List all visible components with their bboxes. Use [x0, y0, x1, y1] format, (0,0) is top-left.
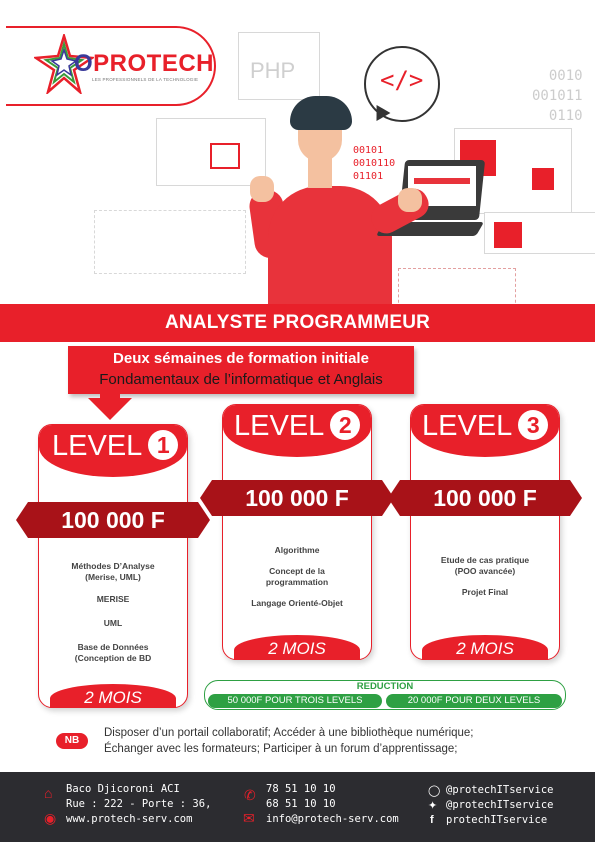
price-ribbon-end	[388, 480, 400, 516]
reduction-title: REDUCTION	[356, 681, 414, 692]
binary-gray-text	[532, 66, 583, 126]
binary-red-line: 01101	[353, 171, 384, 182]
course-item: Langage Orienté-Objet	[251, 598, 343, 608]
duration: 2 MOIS	[456, 639, 514, 658]
level-number: 1	[148, 430, 178, 460]
phone-icon: ✆	[244, 787, 256, 803]
level-number: 3	[518, 410, 548, 440]
globe-icon: ◉	[44, 810, 57, 826]
arrow-down-icon	[88, 398, 132, 420]
binary-red-line: 0010110	[353, 158, 396, 169]
price: 100 000 F	[245, 485, 349, 511]
price-ribbon-end	[200, 480, 212, 516]
instagram-handle[interactable]: @protechITservice	[446, 784, 554, 796]
binary-gray-line: 001011	[532, 88, 583, 104]
person-neck	[308, 158, 332, 188]
binary-red-line: 00101	[353, 145, 384, 156]
course-item: Algorithme	[274, 545, 320, 555]
price: 100 000 F	[433, 485, 537, 511]
binary-gray-line: 0010	[548, 68, 583, 84]
course-item: Projet Final	[461, 587, 509, 597]
mail-icon: ✉	[243, 810, 255, 826]
wireframe-box	[398, 268, 516, 308]
facebook-icon: f	[430, 814, 434, 826]
person-hair	[290, 96, 352, 130]
twitter-icon: ✦	[428, 800, 438, 812]
level-label: LEVEL	[52, 430, 143, 462]
course-list	[418, 555, 552, 598]
course-item: UML	[103, 618, 123, 628]
price-band	[28, 502, 198, 538]
level-label: LEVEL	[422, 410, 513, 442]
person-hand	[250, 176, 274, 202]
reduction-offer: 50 000F POUR TROIS LEVELS	[208, 694, 382, 708]
duration: 2 MOIS	[268, 639, 326, 658]
nb-badge: NB	[56, 733, 88, 749]
address-line-2: Rue : 222 - Porte : 36,	[66, 798, 212, 810]
laptop-screen-bar	[414, 178, 470, 184]
price-band	[212, 480, 382, 516]
price-ribbon-end	[16, 502, 28, 538]
nb-text	[104, 725, 564, 757]
course-item: Etude de cas pratique (POO avancée)	[440, 555, 530, 576]
twitter-handle[interactable]: @protechITservice	[446, 799, 554, 811]
window-panel-block	[494, 222, 522, 248]
course-item: Concept de la programmation	[265, 566, 329, 587]
price-ribbon-end	[570, 480, 582, 516]
person-body	[268, 186, 392, 306]
course-item: Méthodes D’Analyse (Merise, UML)	[71, 561, 155, 582]
course-list	[230, 545, 364, 609]
duration-badge	[50, 684, 176, 708]
website-link[interactable]: www.protech-serv.com	[66, 813, 193, 825]
level-title	[422, 410, 548, 443]
level-number: 2	[330, 410, 360, 440]
reduction-offer: 20 000F POUR DEUX LEVELS	[386, 694, 562, 708]
price-band	[400, 480, 570, 516]
logo-wordmark	[74, 50, 214, 78]
code-icon: </>	[380, 66, 424, 94]
level-title	[234, 410, 360, 443]
wireframe-box	[94, 210, 246, 274]
home-icon: ⌂	[44, 785, 53, 801]
logo-o: O	[74, 50, 94, 77]
instagram-icon: ◯	[428, 785, 441, 797]
facebook-handle[interactable]: protechITservice	[446, 814, 548, 826]
address-line-1: Baco Djicoroni ACI	[66, 783, 180, 795]
banner-line-1: Deux sémaines de formation initiale	[113, 350, 369, 367]
phone-number[interactable]: 68 51 10 10	[266, 798, 336, 810]
person-hand	[398, 188, 422, 212]
course-item: Base de Données (Conception de BD	[74, 642, 152, 663]
php-label: PHP	[250, 58, 296, 83]
image-icon	[210, 143, 240, 169]
email-link[interactable]: info@protech-serv.com	[266, 813, 399, 825]
binary-gray-line: 0110	[548, 108, 583, 124]
duration-badge	[234, 635, 360, 660]
course-item: MERISE	[96, 594, 130, 604]
binary-red-text	[353, 144, 395, 183]
nb-line: Disposer d’un portail collaboratif; Accéder à une bibliothèque numérique;	[104, 727, 474, 739]
course-list	[46, 561, 180, 664]
level-label: LEVEL	[234, 410, 325, 442]
logo-name: PROTECH	[93, 50, 215, 77]
page-title: ANALYSTE PROGRAMMEUR	[164, 312, 431, 333]
level-title	[52, 430, 178, 463]
nb-line: Échanger avec les formateurs; Participer à un forum d’apprentissage;	[104, 743, 458, 755]
duration: 2 MOIS	[84, 688, 142, 707]
duration-badge	[422, 635, 548, 660]
phone-number[interactable]: 78 51 10 10	[266, 783, 336, 795]
logo-tagline: LES PROFESSIONNELS DE LA TECHNOLOGIE	[92, 77, 199, 82]
banner-line-2: Fondamentaux de l’informatique et Anglais	[99, 371, 383, 388]
price: 100 000 F	[61, 507, 165, 533]
window-panel-block	[532, 168, 554, 190]
